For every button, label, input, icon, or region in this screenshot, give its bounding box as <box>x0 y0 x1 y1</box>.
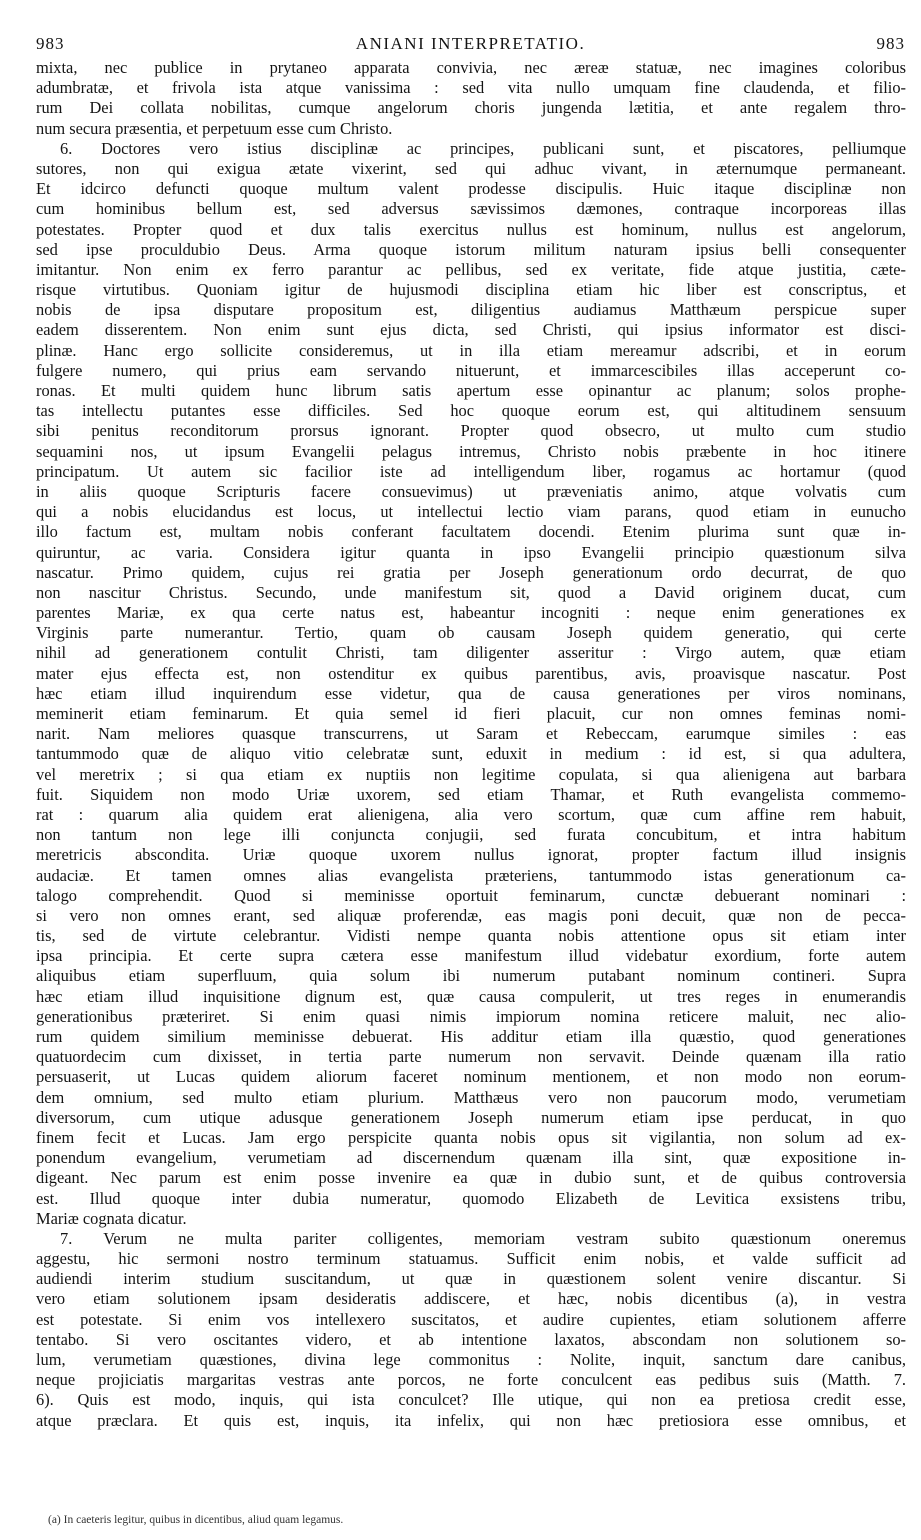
text-line: est potestate. Si enim vos intellexero suscitatos, et audire cupientes, etiam solutionem afferre <box>36 1309 906 1329</box>
text-line: neque projiciatis margaritas vestras ante porcos, ne forte conculcent eas pedibus suis (Matth. 7. <box>36 1370 906 1390</box>
text-line: ponendum evangelium, verumetiam ad discernendum quænam illa sint, quæ expositione in- <box>36 1148 906 1168</box>
text-line: finem fecit et Lucas. Jam ergo perspicite quanta nobis opus sit vigilantia, non solum ad ex- <box>36 1127 906 1147</box>
text-line: parentes Mariæ, ex qua certe natus est, habeantur incogniti : neque enim generationes ex <box>36 603 906 623</box>
text-line: tentabo. Si vero oscitantes videro, et ab intentione laxatos, abscondam non solutionem so- <box>36 1329 906 1349</box>
text-line: audiendi interim studium suscitandum, ut quæ in quæstionem solent venire discantur. Si <box>36 1269 906 1289</box>
text-line: aggestu, hic sermoni nostro terminum statuamus. Sufficit enim nobis, et valde sufficit ad <box>36 1249 906 1269</box>
text-line: generationibus præteriret. Si enim quasi nimis impiorum nomina reticere maluit, nec alio- <box>36 1006 906 1026</box>
text-line: vel meretrix ; si qua etiam ex nuptiis non legitime copulata, si qua alienigena aut barbara <box>36 764 906 784</box>
text-line: sibi penitus reconditorum prorsus ignorant. Propter quod obsecro, ut multo cum studio <box>36 421 906 441</box>
text-line: tantummodo quæ de aliquo vitio celebratæ sunt, eduxit in medium : id est, si qua adultera, <box>36 744 906 764</box>
text-line: illo factum est, multam nobis conferant facultatem docendi. Etenim plurima sunt quæ in- <box>36 522 906 542</box>
text-line: audaciæ. Et tamen omnes alias evangelista præteriens, tantummodo istas generationum ca- <box>36 865 906 885</box>
text-line: rat : quarum alia quidem erat alienigena, alia vero scortum, quæ cum affine rem habuit, <box>36 804 906 824</box>
text-line: nascatur. Primo quidem, cujus rei gratia per Joseph generationum ordo decurrat, de quo <box>36 562 906 582</box>
text-line: imitantur. Non enim ex ferro parantur ac pellibus, sed ex veritate, fide atque justitia, cæte- <box>36 259 906 279</box>
text-line: Virginis parte numerantur. Tertio, quam ob causam Joseph quidem generatio, qui certe <box>36 623 906 643</box>
body-text <box>36 58 906 1431</box>
text-line: digeant. Nec parum est enim posse invenire ea quæ in dubio sunt, et de quibus controversia <box>36 1168 906 1188</box>
text-line: quiruntur, ac varia. Considera igitur quanta in ipso Evangelii principio quæstionum silva <box>36 542 906 562</box>
text-line: lum, verumetiam quæstiones, divina lege commonitus : Nolite, inquit, sanctum dare canibus, <box>36 1350 906 1369</box>
text-line: sed ipse proculdubio Deus. Arma quoque istorum militum naturam ipsius belli consequenter <box>36 239 906 259</box>
text-line: qui a nobis elucidandus est locus, ut intellectui lectio viam parans, quod etiam in eunucho <box>36 502 906 522</box>
text-line: aliquibus etiam superfluum, quia solum ibi numerum putabant nominum contineri. Supra <box>36 966 906 986</box>
text-line: meminerit etiam feminarum. Et quia semel id fieri placuit, cur non omnes feminas nomi- <box>36 704 906 723</box>
text-line: diversorum, cum utique adusque generationem Joseph numerum etiam ipse perducat, in quo <box>36 1107 906 1127</box>
text-line: plinæ. Hanc ergo sollicite consideremus, ut in illa etiam mereamur adscribi, et in eorum <box>36 340 906 360</box>
text-line: non nascitur Christus. Secundo, unde manifestum sit, quod a David originem ducat, cum <box>36 582 906 602</box>
text-line: Mariæ cognata dicatur. <box>36 1208 187 1228</box>
text-line: potestates. Propter quod et dux talis exercitus nullus est hominum, nullus est angelorum, <box>36 219 906 239</box>
text-line: narit. Nam meliores quasque transcurrens, ut Saram et Rebeccam, earumque similes : eas <box>36 724 906 744</box>
text-line: Et idcirco defuncti quoque multum valent prodesse discipulis. Huic itaque disciplinæ non <box>36 179 906 199</box>
text-line: nobis de ipsa disputare propositum est, diligentius audiamus Matthæum perspicue super <box>36 300 906 320</box>
paragraph-7-start: 7. Verum ne multa pariter colligentes, memoriam vestram subito quæstionum oneremus <box>60 1228 906 1248</box>
text-line: vero etiam solutionem ipsam desideratis addiscere, et hæc, nobis dicentibus (a), in vestra <box>36 1289 906 1309</box>
text-line: meretricis abscondita. Uriæ quoque uxorem nullus ignorat, propter factum illud insignis <box>36 845 906 865</box>
text-line: non tantum non lege illi conjuncta conjugii, sed furata concubitum, et intra habitum <box>36 825 906 845</box>
paragraph-6-start: 6. Doctores vero istius disciplinæ ac principes, publicani sunt, et piscatores, pelliumque <box>60 138 906 158</box>
text-line: sequamini nos, ut ipsum Evangelii pelagus intremus, Christo nobis præbente in hoc itinere <box>36 441 906 461</box>
text-line: cum hominibus bellum est, sed adversus sævissimos dæmones, contraque incorporeas illas <box>36 199 906 219</box>
running-title: ANIANI INTERPRETATIO. <box>355 34 586 53</box>
text-line: principatum. Ut autem sic facilior iste ad intelligendum liber, rogamus ac hortamur (quod <box>36 461 906 481</box>
text-line: atque præclara. Et quis est, inquis, ita infelix, qui non hæc pretiosiora esse omnibus, et <box>36 1410 906 1430</box>
text-line: quatuordecim cum dixisset, in tertia parte numerum non servavit. Deinde quænam illa ratio <box>36 1047 906 1067</box>
text-line: talogo comprehendit. Quod si meminisse oportuit feminarum, cunctæ debuerant nominari : <box>36 885 906 905</box>
text-line: 6). Quis est modo, inquis, qui ista conculcet? Ille utique, qui non ea pretiosa credit esse, <box>36 1390 906 1410</box>
text-line: tas intellectu putantes esse difficiles. Sed hoc quoque eorum est, qui altitudinem sensuum <box>36 401 906 421</box>
text-line: est. Illud quoque inter dubia numeratur, quomodo Elizabeth de Levitica exsistens tribu, <box>36 1188 906 1208</box>
text-line: ronas. Et multi quidem hunc librum satis apertum esse opinantur ac planum; solos prophe- <box>36 381 906 400</box>
text-line: in aliis quoque Scripturis facere consuevimus) ut præveniatis animo, atque volvatis cum <box>36 481 906 501</box>
text-line: rum Dei collata nobilitas, cumque angelorum choris jungenda lætitia, et ante regalem thro- <box>36 98 906 118</box>
running-header <box>36 33 905 55</box>
text-line: nihil ad generationem contulit Christi, tam diligenter asseritur : Virgo autem, quæ etiam <box>36 643 906 663</box>
text-line: rum quidem similium meminisse debuerat. His additur etiam illa quæstio, quod generationes <box>36 1027 906 1046</box>
text-line: fuit. Siquidem non modo Uriæ uxorem, sed etiam Thamar, et Ruth evangelista commemo- <box>36 784 906 804</box>
page-number-left: 983 <box>36 34 65 53</box>
text-line: adumbratæ, et frivola ista atque vanissima : sed vita nullo umquam fine claudenda, et filio- <box>36 78 906 98</box>
text-line: sutores, non qui exigua ætate vixerint, sed qui adhuc vivant, in æternumque permaneant. <box>36 158 906 178</box>
text-line: mater ejus effecta est, non ostenditur ex quibus parentibus, avis, proavisque nascatur. Post <box>36 663 906 683</box>
text-line: num secura præsentia, et perpetuum esse cum Christo. <box>36 118 393 138</box>
footnote: (a) In caeteris legitur, quibus in dicentibus, aliud quam legamus. <box>48 1514 344 1526</box>
text-line: hæc etiam illud inquisitione dignum est, quæ causa compulerit, ut tres reges in enumerandis <box>36 986 906 1006</box>
text-line: tis, sed de virtute celebrantur. Vidisti nempe quanta nobis attentione opus sit etiam inter <box>36 926 906 946</box>
page-number-right: 983 <box>876 34 905 53</box>
text-line: si vero non omnes erant, sed aliquæ proferendæ, eas magis poni decuit, quæ non de pecca- <box>36 905 906 925</box>
text-line: ipsa principia. Et certe supra cætera esse manifestum illud videbatur exordium, forte autem <box>36 946 906 966</box>
text-line: risque virtutibus. Quoniam igitur de hujusmodi disciplina etiam hic liber est conscriptus, et <box>36 280 906 300</box>
text-line: eadem disserentem. Non enim sunt ejus dicta, sed Christi, qui ipsius informator est disci- <box>36 320 906 340</box>
text-line: dem omnium, sed multo etiam plurium. Matthæus vero non paucorum modo, verumetiam <box>36 1087 906 1107</box>
text-line: fulgere numero, qui prius eam servando nituerunt, et immarcescibiles illas acceperunt co- <box>36 360 906 380</box>
text-line: hæc etiam illud inquirendum esse videtur, qua de causa generationes per viros nominans, <box>36 683 906 703</box>
text-line: mixta, nec publice in prytaneo apparata convivia, nec æreæ statuæ, nec imagines coloribus <box>36 58 906 77</box>
text-line: persuaserit, ut Lucas quidem aliorum faceret nominum mentionem, et non modo non eorum- <box>36 1067 906 1087</box>
